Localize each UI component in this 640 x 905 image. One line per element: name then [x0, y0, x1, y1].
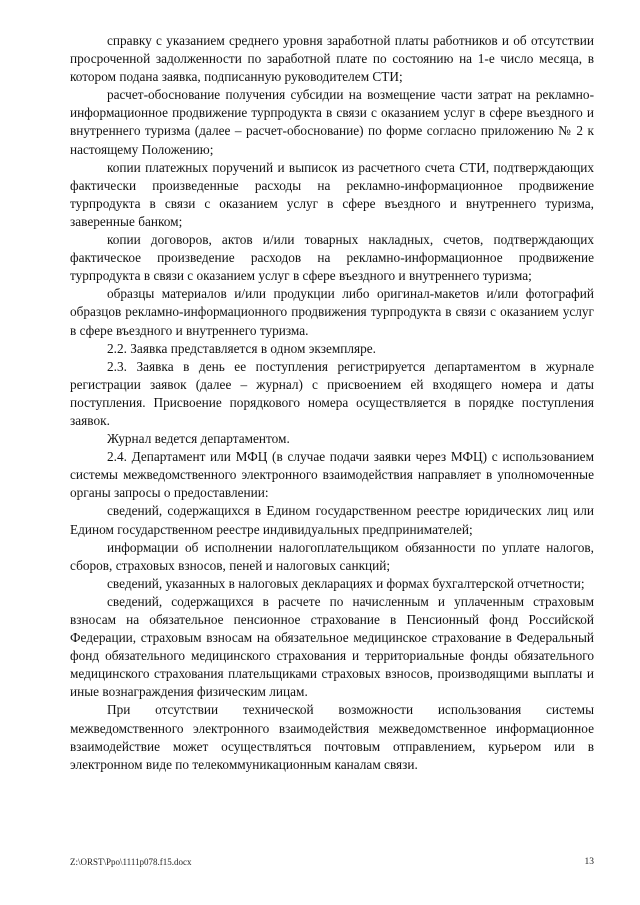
paragraph-no-electronic-system: При отсутствии технической возможности использования системы межведомственного электронного взаимодействия межведомственное информационное взаимодействие может осуществляться почтовым отправлением, курьером или в электронном виде по телекоммуникационным каналам связи.: [70, 702, 594, 772]
paragraph-register-info: сведений, содержащихся в Едином государственном реестре юридических лиц или Едином государственном реестре индивидуальных предпринимателей;: [70, 503, 594, 537]
paragraph-tax-obligations: информации об исполнении налогоплательщиком обязанности по уплате налогов, сборов, страховых взносов, пеней и налоговых санкций;: [70, 539, 594, 573]
paragraph-insurance-contributions: сведений, содержащихся в расчете по начисленным и уплаченным страховым взносам на обязательное пенсионное страхование в Пенсионный фонд Российской Федерации, страховым взносам на обязательное медицинское страхование в Федеральный фонд обязательного медицинского страхования и территориальные фонды обязательного медицинского страхования плательщиками страховых взносов, производящими выплаты и иные вознаграждения физическим лицам.: [70, 593, 594, 700]
paragraph-salary-certificate: справку с указанием среднего уровня заработной платы работников и об отсутствии просроченной задолженности по заработной плате по состоянию на 1-е число месяца, в котором подана заявка, подписанную руководителем СТИ;: [70, 33, 594, 85]
paragraph-calculation-justification: расчет-обоснование получения субсидии на возмещение части затрат на рекламно-информационное продвижение турпродукта в связи с оказанием услуг в сфере въездного и внутреннего туризма (далее – расчет-обоснование) по форме согласно приложению № 2 к настоящему Положению;: [70, 87, 594, 157]
paragraph-material-samples: образцы материалов и/или продукции либо оригинал-макетов и/или фотографий образцов рекламно-информационного продвижения турпродукта в связи с оказанием услуг в сфере въездного и внутреннего туризма.: [70, 286, 594, 338]
paragraph-payment-orders: копии платежных поручений и выписок из расчетного счета СТИ, подтверждающих фактически произведенные расходы на рекламно-информационное продвижение турпродукта в связи с оказанием услуг в сфере въездного и внутреннего туризма, заверенные банком;: [70, 159, 594, 229]
document-body: [70, 32, 594, 774]
paragraph-tax-declarations: сведений, указанных в налоговых декларациях и формах бухгалтерской отчетности;: [107, 575, 585, 591]
paragraph-clause-2-4: 2.4. Департамент или МФЦ (в случае подачи заявки через МФЦ) с использованием системы межведомственного электронного взаимодействия направляет в уполномоченные органы запросы о предоставлении:: [70, 449, 594, 501]
footer-page-number: 13: [584, 857, 594, 867]
paragraph-clause-2-3: 2.3. Заявка в день ее поступления регистрируется департаментом в журнале регистрации заявок (далее – журнал) с присвоением ей входящего номера и даты поступления. Присвоение порядкового номера осуществляется в порядке поступления заявок.: [70, 358, 594, 428]
paragraph-clause-2-2: 2.2. Заявка представляется в одном экземпляре.: [107, 340, 377, 356]
footer-file-path: Z:\ORST\Ppo\1111p078.f15.docx: [70, 857, 192, 867]
paragraph-contract-copies: копии договоров, актов и/или товарных накладных, счетов, подтверждающих фактическое произведение расходов на рекламно-информационное продвижение турпродукта в связи с оказанием услуг в сфере въездного и внутреннего туризма;: [70, 232, 594, 284]
paragraph-journal: Журнал ведется департаментом.: [107, 431, 290, 447]
